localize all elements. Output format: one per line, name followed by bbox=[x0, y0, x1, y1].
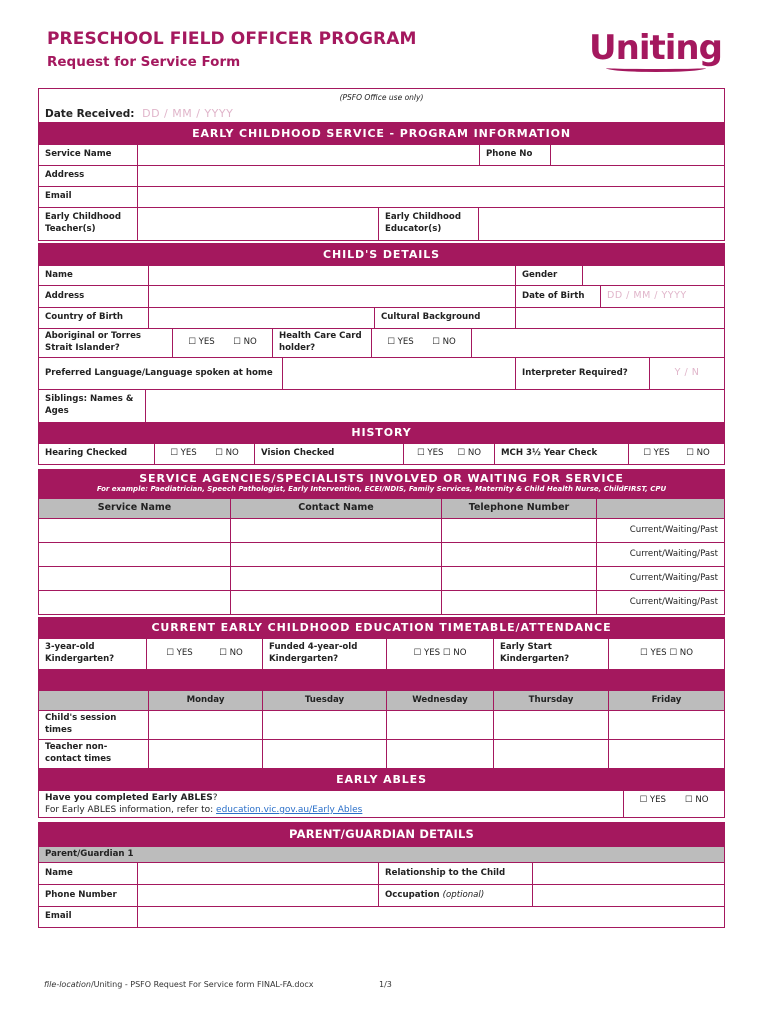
ables-no-checkbox[interactable]: ☐ NO bbox=[684, 795, 709, 805]
footer-page-number: 1/3 bbox=[379, 980, 392, 989]
col-contact-name: Contact Name bbox=[231, 499, 442, 518]
parent-1-subheading: Parent/Guardian 1 bbox=[45, 848, 134, 859]
early-ables-heading: EARLY ABLES bbox=[38, 769, 725, 790]
occupation-label: Occupation bbox=[385, 889, 440, 900]
child-name-label: Name bbox=[39, 266, 149, 285]
early-ables-question: Have you completed Early ABLES bbox=[45, 792, 213, 803]
parent-details-table bbox=[38, 846, 725, 928]
mch-yes-checkbox[interactable]: ☐ YES bbox=[643, 448, 670, 459]
agency-row bbox=[39, 519, 724, 543]
relationship-label: Relationship to the Child bbox=[379, 863, 533, 884]
ables-yes-checkbox[interactable]: ☐ YES bbox=[639, 795, 667, 805]
health-card-options bbox=[372, 329, 472, 357]
email-field[interactable] bbox=[138, 187, 724, 207]
address-field[interactable] bbox=[138, 166, 724, 186]
footer-file-location: file-location/Uniting - PSFO Request For Service form FINAL-FA.docx bbox=[44, 980, 314, 989]
k3-yes-checkbox[interactable]: ☐ YES bbox=[166, 648, 193, 659]
language-field[interactable] bbox=[283, 358, 516, 389]
child-name-field[interactable] bbox=[149, 266, 516, 285]
uniting-logo-smile-icon bbox=[606, 64, 706, 72]
early-start-checkboxes[interactable]: ☐ YES ☐ NO bbox=[640, 648, 693, 659]
occupation-optional: (optional) bbox=[442, 889, 485, 900]
hearing-yes-checkbox[interactable]: ☐ YES bbox=[170, 448, 197, 459]
culture-label: Cultural Background bbox=[375, 308, 516, 328]
vision-label: Vision Checked bbox=[255, 444, 404, 464]
form-title: PRESCHOOL FIELD OFFICER PROGRAM bbox=[47, 29, 417, 49]
day-friday: Friday bbox=[651, 694, 682, 705]
timetable-kinder-table bbox=[38, 638, 725, 670]
vision-no-checkbox[interactable]: ☐ NO bbox=[457, 448, 482, 459]
teacher-field[interactable] bbox=[138, 208, 379, 240]
gender-label: Gender bbox=[516, 266, 583, 285]
aboriginal-label: Aboriginal or Torres Strait Islander? bbox=[39, 329, 173, 357]
early-ables-info: For Early ABLES information, refer to: bbox=[45, 805, 214, 815]
office-use-note: (PSFO Office use only) bbox=[339, 93, 424, 102]
day-wednesday: Wednesday bbox=[387, 691, 494, 710]
health-card-no-checkbox[interactable]: ☐ NO bbox=[432, 337, 456, 348]
educator-field[interactable] bbox=[479, 208, 724, 240]
child-address-label: Address bbox=[39, 286, 149, 307]
relationship-field[interactable] bbox=[533, 863, 724, 884]
date-received-label: Date Received: bbox=[45, 108, 135, 120]
agency-status[interactable]: Current/Waiting/Past bbox=[629, 596, 718, 607]
siblings-field[interactable] bbox=[146, 390, 724, 422]
dob-label: Date of Birth bbox=[516, 286, 601, 307]
interpreter-label: Interpreter Required? bbox=[516, 358, 650, 389]
phone-field[interactable] bbox=[551, 145, 724, 165]
day-tuesday: Tuesday bbox=[263, 691, 387, 710]
k4-label: Funded 4-year-old Kindergarten? bbox=[263, 639, 387, 669]
agency-status[interactable]: Current/Waiting/Past bbox=[629, 572, 718, 583]
educator-label: Early Childhood Educator(s) bbox=[379, 208, 479, 240]
parent-phone-label: Phone Number bbox=[39, 885, 138, 906]
day-monday: Monday bbox=[149, 691, 263, 710]
teacher-label: Early Childhood Teacher(s) bbox=[39, 208, 138, 240]
language-label: Preferred Language/Language spoken at home bbox=[39, 358, 283, 389]
k3-label: 3-year-old Kindergarten? bbox=[39, 639, 147, 669]
noncontact-times-label: Teacher non-contact times bbox=[39, 740, 149, 768]
program-info-table bbox=[38, 144, 725, 241]
day-thursday: Thursday bbox=[494, 691, 609, 710]
service-name-label: Service Name bbox=[39, 145, 138, 165]
parent-email-field[interactable] bbox=[138, 907, 724, 927]
history-heading: HISTORY bbox=[38, 422, 725, 443]
hearing-label: Hearing Checked bbox=[39, 444, 155, 464]
history-table bbox=[38, 443, 725, 465]
date-received-field[interactable]: DD / MM / YYYY bbox=[142, 107, 234, 120]
dob-field[interactable]: DD / MM / YYYY bbox=[607, 290, 687, 302]
parent-details-heading: PARENT/GUARDIAN DETAILS bbox=[38, 822, 725, 846]
agencies-heading: SERVICE AGENCIES/SPECIALISTS INVOLVED OR WAITING FOR SERVICE bbox=[139, 472, 624, 485]
email-label: Email bbox=[39, 187, 138, 207]
k4-checkboxes[interactable]: ☐ YES ☐ NO bbox=[387, 639, 494, 669]
child-details-heading: CHILD'S DETAILS bbox=[38, 243, 725, 265]
col-service-name: Service Name bbox=[39, 499, 231, 518]
country-label: Country of Birth bbox=[39, 308, 149, 328]
session-times-label: Child's session times bbox=[39, 711, 149, 739]
health-card-label: Health Care Card holder? bbox=[273, 329, 372, 357]
k3-no-checkbox[interactable]: ☐ NO bbox=[219, 648, 243, 659]
culture-field[interactable] bbox=[516, 308, 724, 328]
child-address-field[interactable] bbox=[149, 286, 516, 307]
mch-label: MCH 3½ Year Check bbox=[495, 444, 629, 464]
child-details-table bbox=[38, 265, 725, 423]
early-start-label: Early Start Kindergarten? bbox=[494, 639, 609, 669]
vision-yes-checkbox[interactable]: ☐ YES bbox=[416, 448, 444, 459]
agency-status[interactable]: Current/Waiting/Past bbox=[629, 524, 718, 535]
health-card-yes-checkbox[interactable]: ☐ YES bbox=[387, 337, 414, 348]
gender-field[interactable] bbox=[583, 266, 724, 285]
aboriginal-no-checkbox[interactable]: ☐ NO bbox=[233, 337, 257, 348]
timetable-days-table bbox=[38, 690, 725, 769]
parent-email-label: Email bbox=[39, 907, 138, 927]
agencies-table bbox=[38, 498, 725, 615]
agencies-example: For example: Paediatrician, Speech Pathologist, Early Intervention, ECEI/NDIS, Family Services, Maternity & Child Health Nurse, ChildFIRST, CPU bbox=[39, 485, 724, 496]
timetable-divider-bar bbox=[38, 670, 725, 690]
agency-row bbox=[39, 543, 724, 567]
mch-no-checkbox[interactable]: ☐ NO bbox=[686, 448, 710, 459]
form-subtitle: Request for Service Form bbox=[47, 54, 241, 70]
occupation-field[interactable] bbox=[533, 885, 724, 906]
early-ables-link[interactable]: education.vic.gov.au/Early Ables bbox=[216, 805, 363, 815]
siblings-label: Siblings: Names & Ages bbox=[39, 390, 146, 422]
col-telephone: Telephone Number bbox=[442, 499, 597, 518]
agencies-heading-block bbox=[38, 469, 725, 498]
parent-name-label: Name bbox=[39, 863, 138, 884]
phone-label: Phone No bbox=[480, 145, 551, 165]
office-use-box bbox=[38, 88, 725, 122]
hearing-no-checkbox[interactable]: ☐ NO bbox=[215, 448, 239, 459]
early-ables-table: Have you completed Early ABLES? For Early ABLES information, refer to: education.vic.gov.au/Early Ables ☐ YES ☐ NO bbox=[38, 790, 725, 818]
address-label: Address bbox=[39, 166, 138, 186]
timetable-heading: CURRENT EARLY CHILDHOOD EDUCATION TIMETABLE/ATTENDANCE bbox=[38, 617, 725, 638]
service-name-field[interactable] bbox=[138, 145, 480, 165]
agency-status[interactable]: Current/Waiting/Past bbox=[629, 548, 718, 559]
agency-row bbox=[39, 567, 724, 591]
uniting-logo: Uniting bbox=[589, 28, 722, 68]
program-info-heading: EARLY CHILDHOOD SERVICE - PROGRAM INFORMATION bbox=[38, 122, 725, 144]
aboriginal-yes-checkbox[interactable]: ☐ YES bbox=[188, 337, 215, 348]
aboriginal-options bbox=[173, 329, 273, 357]
interpreter-field[interactable]: Y / N bbox=[674, 367, 700, 379]
parent-name-field[interactable] bbox=[138, 863, 379, 884]
agency-row bbox=[39, 591, 724, 615]
country-field[interactable] bbox=[149, 308, 375, 328]
parent-phone-field[interactable] bbox=[138, 885, 379, 906]
